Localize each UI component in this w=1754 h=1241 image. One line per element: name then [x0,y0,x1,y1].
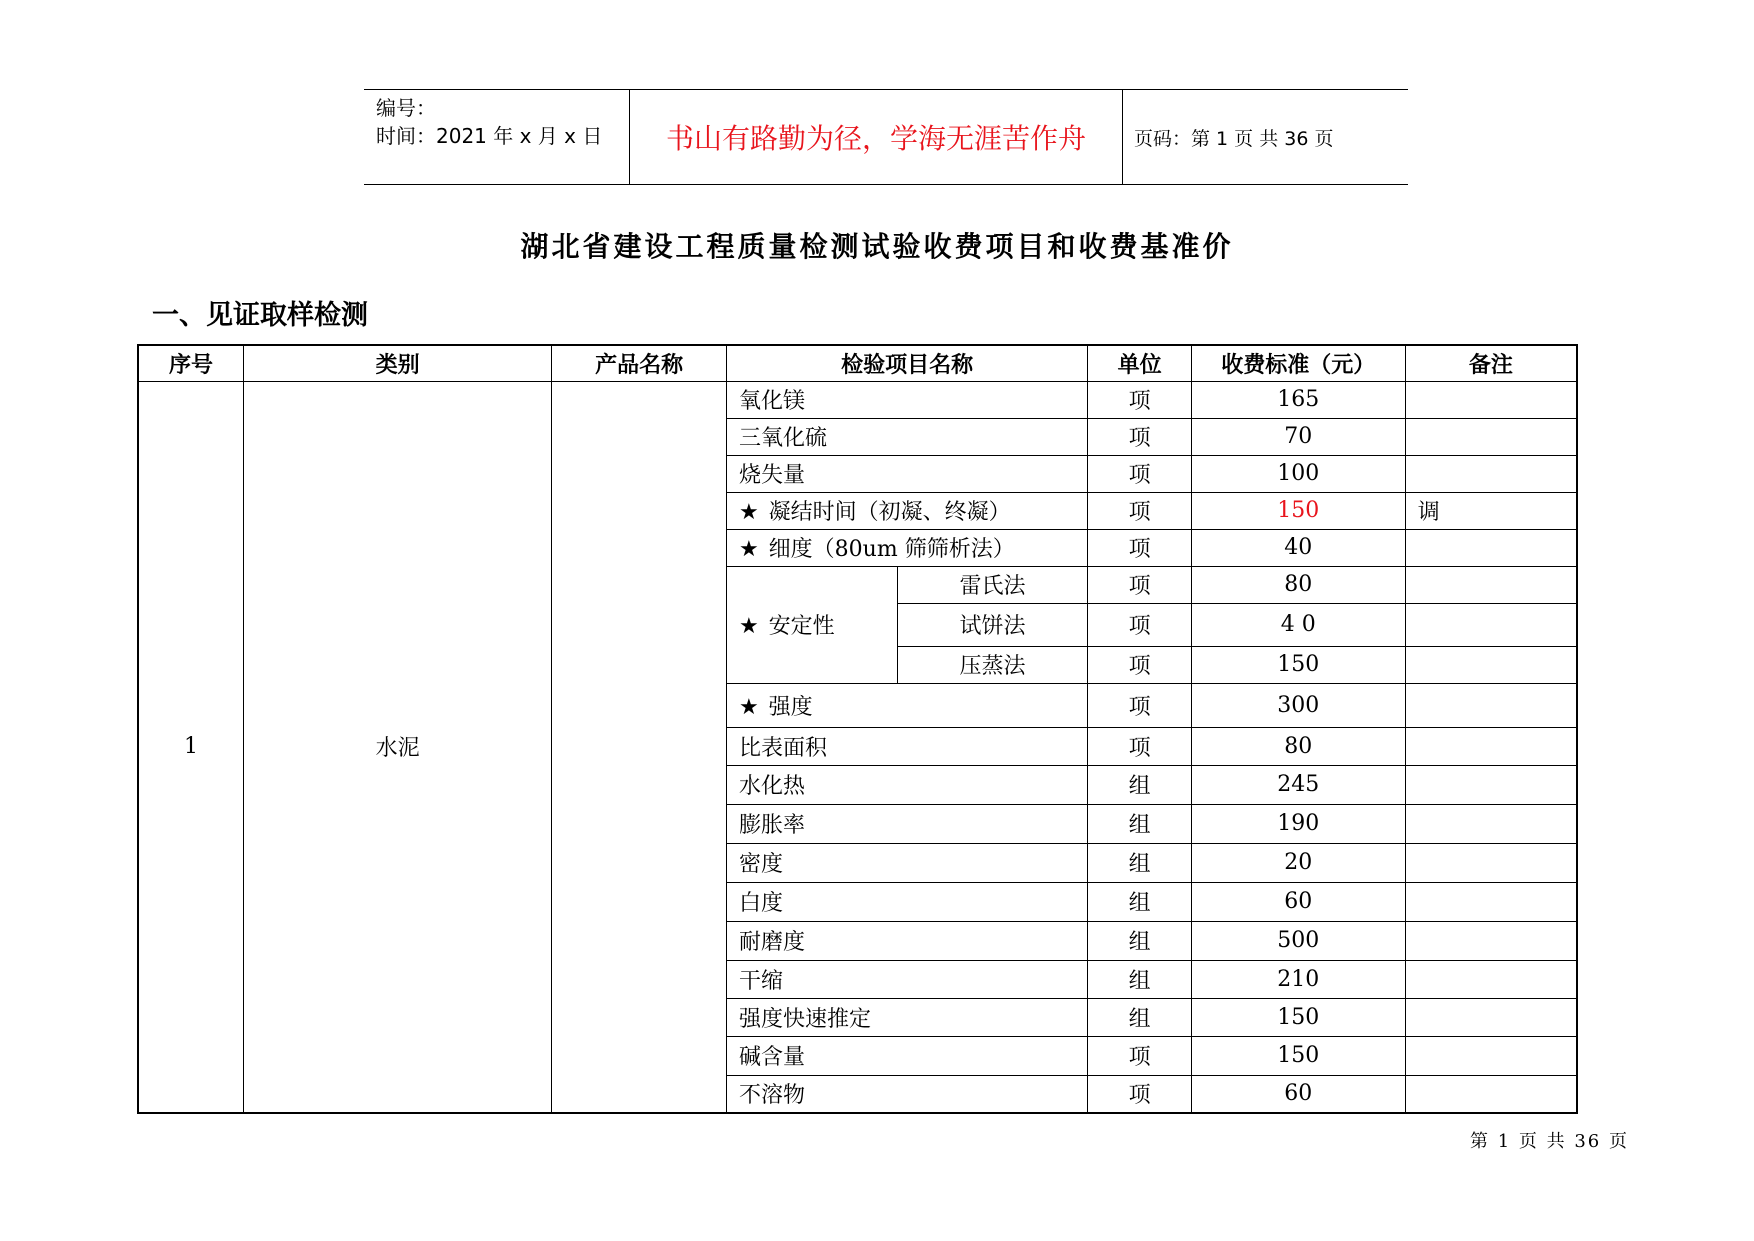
item-name-cell [726,418,1088,455]
note-cell [1405,1075,1577,1113]
fee-cell: 100 [1191,455,1405,492]
fee-cell: 500 [1191,921,1405,960]
star-icon: ★ [738,694,759,720]
note-cell [1405,804,1577,843]
item-name: 强度 [768,694,813,720]
item-name: 耐磨度 [738,930,805,955]
fee-cell: 150 [1191,998,1405,1036]
unit-cell: 项 [1088,455,1191,492]
item-name: 强度快速推定 [738,1006,871,1032]
item-name: 干缩 [738,968,783,994]
unit-cell: 项 [1088,529,1191,566]
item-name: 密度 [738,852,783,877]
page-footer: 第 1 页 共 36 页 [1470,1131,1629,1152]
note-cell [1405,921,1577,960]
unit-cell: 项 [1088,492,1191,529]
header-note: 备注 [1405,345,1577,381]
unit-cell: 项 [1088,646,1191,683]
note-cell [1405,1036,1577,1075]
fee-cell: 70 [1191,418,1405,455]
unit-cell: 组 [1088,921,1191,960]
note-cell [1405,765,1577,804]
item-name-cell [726,727,1088,765]
table-row [138,381,1577,418]
category-cell: 水泥 [243,381,551,1113]
item-name: 细度（80um 筛筛析法） [768,537,1015,562]
method-cell: 压蒸法 [897,646,1088,683]
page-header [364,89,1408,185]
star-icon: ★ [738,614,759,639]
item-name: 烧失量 [738,463,805,488]
unit-cell: 组 [1088,843,1191,882]
item-name-cell [726,998,1088,1036]
product-cell [552,381,727,1113]
unit-cell: 组 [1088,882,1191,921]
item-name: 白度 [738,891,783,916]
item-name: 安定性 [768,614,835,639]
note-cell [1405,727,1577,765]
header-fee: 收费标准（元） [1191,345,1405,381]
star-icon: ★ [738,500,759,525]
item-name: 比表面积 [738,735,827,761]
note-cell [1405,683,1577,727]
number-label: 编号： [376,96,436,120]
item-name-cell [726,455,1088,492]
item-name-cell [726,566,897,683]
section-title: 一、见证取样检测 [152,300,368,331]
unit-cell: 项 [1088,1075,1191,1113]
item-name-cell [726,921,1088,960]
item-name-cell [726,1075,1088,1113]
fee-table [137,344,1578,1114]
note-cell [1405,455,1577,492]
note-cell [1405,381,1577,418]
unit-cell: 组 [1088,960,1191,998]
unit-cell: 项 [1088,603,1191,646]
fee-cell: 300 [1191,683,1405,727]
unit-cell: 组 [1088,765,1191,804]
note-cell: 调 [1405,492,1577,529]
note-cell [1405,529,1577,566]
item-name-cell [726,492,1088,529]
item-name-cell [726,882,1088,921]
header-product: 产品名称 [552,345,727,381]
unit-cell: 项 [1088,381,1191,418]
method-cell: 雷氏法 [897,566,1088,603]
unit-cell: 项 [1088,418,1191,455]
fee-cell: 20 [1191,843,1405,882]
time-label: 时间：2021 年 x 月 x 日 [376,124,603,148]
item-name-cell [726,843,1088,882]
unit-cell: 项 [1088,683,1191,727]
unit-cell: 项 [1088,1036,1191,1075]
note-cell [1405,960,1577,998]
item-name-cell [726,529,1088,566]
fee-cell: 60 [1191,1075,1405,1113]
item-name-cell [726,960,1088,998]
header-seq: 序号 [138,345,243,381]
item-name-cell [726,1036,1088,1075]
fee-cell: 80 [1191,566,1405,603]
fee-cell: 150 [1191,646,1405,683]
header-item: 检验项目名称 [726,345,1088,381]
item-name: 碱含量 [738,1045,805,1070]
item-name: 三氧化硫 [738,426,827,451]
fee-cell: 40 [1191,529,1405,566]
unit-cell: 项 [1088,727,1191,765]
fee-cell: 150 [1191,1036,1405,1075]
fee-cell: 165 [1191,381,1405,418]
fee-cell: 190 [1191,804,1405,843]
seq-cell: 1 [138,381,243,1113]
fee-cell: 210 [1191,960,1405,998]
item-name-cell [726,804,1088,843]
header-meta [376,94,626,150]
note-cell [1405,646,1577,683]
header-page-info: 页码：第 1 页 共 36 页 [1134,127,1334,150]
fee-cell: 245 [1191,765,1405,804]
table-header-row [138,345,1577,381]
item-name: 氧化镁 [738,389,805,414]
item-name-cell [726,765,1088,804]
fee-cell: 4 0 [1191,603,1405,646]
item-name: 凝结时间（初凝、终凝） [768,500,1011,525]
note-cell [1405,418,1577,455]
fee-cell: 80 [1191,727,1405,765]
star-icon: ★ [738,537,759,562]
fee-cell: 150 [1191,492,1405,529]
note-cell [1405,566,1577,603]
fee-cell: 60 [1191,882,1405,921]
unit-cell: 组 [1088,804,1191,843]
item-name: 膨胀率 [738,813,805,838]
item-name-cell [726,683,1088,727]
header-divider [1122,90,1123,184]
document-title: 湖北省建设工程质量检测试验收费项目和收费基准价 [520,230,1234,263]
item-name: 不溶物 [738,1083,805,1109]
item-name-cell [726,381,1088,418]
header-motto: 书山有路勤为径，学海无涯苦作舟 [665,122,1086,155]
unit-cell: 项 [1088,566,1191,603]
header-unit: 单位 [1088,345,1191,381]
method-cell: 试饼法 [897,603,1088,646]
note-cell [1405,882,1577,921]
unit-cell: 组 [1088,998,1191,1036]
item-name: 水化热 [738,774,805,799]
note-cell [1405,998,1577,1036]
note-cell [1405,603,1577,646]
note-cell [1405,843,1577,882]
header-category: 类别 [243,345,551,381]
